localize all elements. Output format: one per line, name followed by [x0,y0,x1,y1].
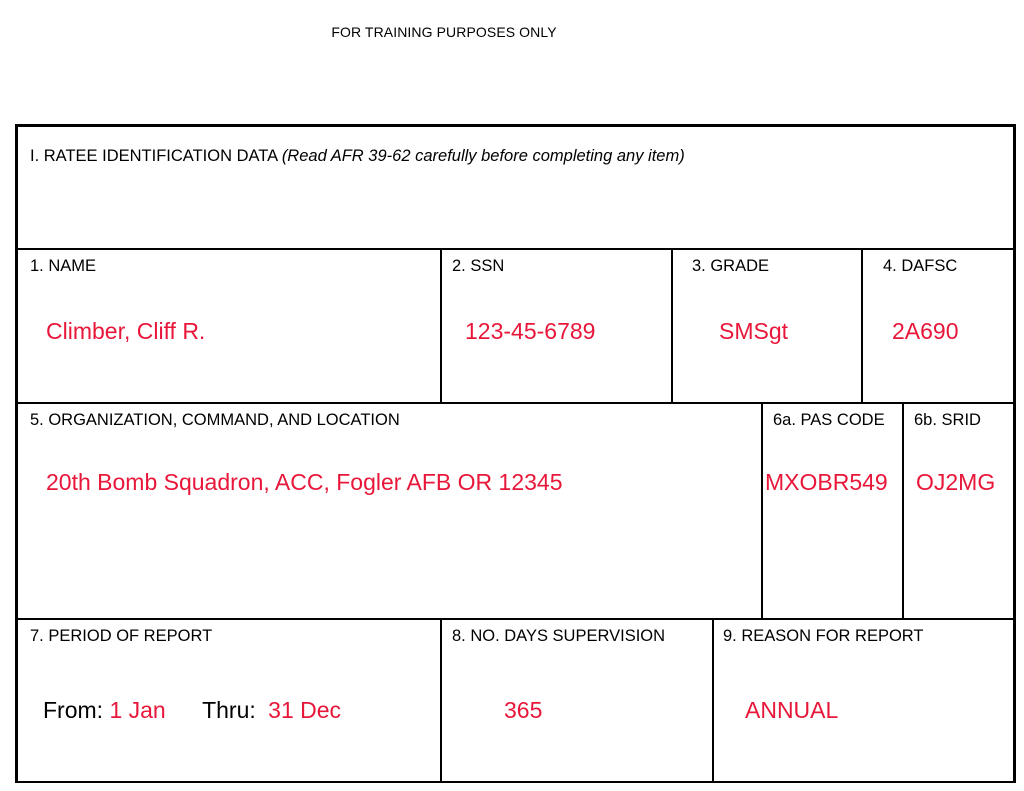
days-supervision-label: 8. NO. DAYS SUPERVISION [452,627,666,645]
dafsc-label: 4. DAFSC [883,257,958,275]
srid-label: 6b. SRID [914,411,981,429]
row-divider-2 [17,402,1014,404]
organization-value[interactable]: 20th Bomb Squadron, ACC, Fogler AFB OR 12345 [46,469,563,495]
col-divider-days [440,619,442,782]
from-label: From: [43,697,104,723]
grade-label: 3. GRADE [692,257,770,275]
period-label: 7. PERIOD OF REPORT [30,627,213,645]
days-supervision-value[interactable]: 365 [504,697,543,723]
reason-value[interactable]: ANNUAL [745,697,839,723]
organization-label: 5. ORGANIZATION, COMMAND, AND LOCATION [30,411,400,429]
ssn-label: 2. SSN [452,257,505,275]
grade-value[interactable]: SMSgt [719,318,789,344]
col-divider-dafsc [861,249,863,403]
thru-value[interactable]: 31 Dec [268,697,342,723]
frame-bottom [15,781,1016,783]
training-banner: FOR TRAINING PURPOSES ONLY [331,24,557,40]
pas-code-label: 6a. PAS CODE [773,411,885,429]
col-divider-pas [761,403,763,619]
reason-label: 9. REASON FOR REPORT [723,627,924,645]
col-divider-ssn [440,249,442,403]
thru-label: Thru: [202,697,256,723]
frame-top [15,124,1016,127]
ssn-value[interactable]: 123-45-6789 [465,318,596,344]
dafsc-value[interactable]: 2A690 [892,318,959,344]
row-divider-3 [17,618,1014,620]
name-label: 1. NAME [30,257,97,275]
from-value[interactable]: 1 Jan [109,697,166,723]
col-divider-grade [671,249,673,403]
frame-right [1013,124,1016,783]
section-header [30,147,685,166]
name-value[interactable]: Climber, Cliff R. [46,318,206,344]
row-divider-1 [17,248,1014,250]
col-divider-srid [902,403,904,619]
section-title: I. RATEE IDENTIFICATION DATA [30,147,278,165]
col-divider-reason [712,619,714,782]
frame-left [15,124,18,783]
section-note: (Read AFR 39-62 carefully before completing any item) [281,147,685,165]
period-values [43,697,341,724]
srid-value[interactable]: OJ2MG [916,469,996,495]
pas-code-value[interactable]: MXOBR549 [765,469,888,495]
